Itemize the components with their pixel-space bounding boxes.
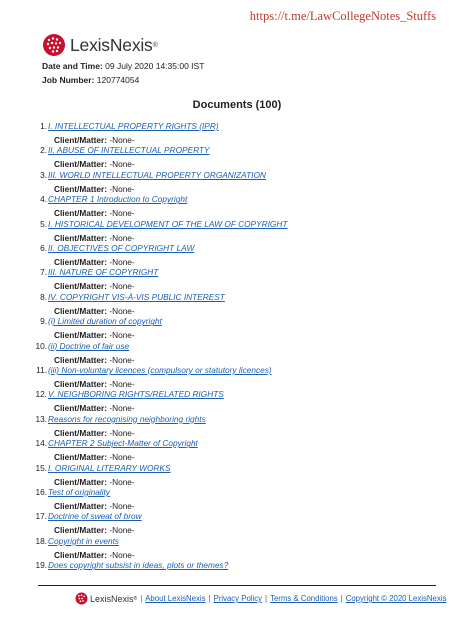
client-matter-line bbox=[54, 403, 135, 413]
client-matter-value: -None- bbox=[109, 525, 135, 536]
client-matter-label: Client/Matter: bbox=[54, 183, 108, 194]
about-lexisnexis-link[interactable]: About LexisNexis bbox=[145, 594, 206, 603]
client-matter-line bbox=[54, 208, 135, 218]
document-number: 12. bbox=[35, 389, 47, 400]
logo-text: LexisNexis bbox=[70, 34, 153, 55]
job-number-line bbox=[42, 75, 139, 85]
client-matter-label: Client/Matter: bbox=[54, 525, 108, 536]
document-title-link[interactable]: Reasons for recognising neighboring rights bbox=[48, 413, 206, 424]
document-title-link[interactable]: (i) Limited duration of copyright bbox=[48, 316, 162, 327]
document-number: 10. bbox=[35, 340, 47, 351]
client-matter-label: Client/Matter: bbox=[54, 208, 108, 219]
document-number: 8. bbox=[40, 291, 47, 302]
document-title-link[interactable]: III. WORLD INTELLECTUAL PROPERTY ORGANIZATION bbox=[48, 169, 266, 180]
document-title-link[interactable]: II. OBJECTIVES OF COPYRIGHT LAW bbox=[48, 243, 195, 253]
client-matter-value: -None- bbox=[109, 476, 135, 487]
client-matter-label: Client/Matter: bbox=[54, 159, 108, 170]
document-number: 17. bbox=[35, 511, 47, 522]
client-matter-line bbox=[54, 184, 135, 194]
client-matter-label: Client/Matter: bbox=[54, 549, 108, 560]
client-matter-label: Client/Matter: bbox=[54, 232, 108, 243]
terms-conditions-link[interactable]: Terms & Conditions bbox=[270, 594, 338, 603]
client-matter-value: -None- bbox=[109, 135, 135, 145]
client-matter-value: -None- bbox=[109, 257, 135, 267]
client-matter-value: -None- bbox=[109, 208, 135, 219]
footer-separator: | bbox=[265, 594, 268, 603]
client-matter-line bbox=[54, 477, 135, 487]
client-matter-line bbox=[54, 501, 135, 511]
client-matter-label: Client/Matter: bbox=[54, 403, 108, 414]
client-matter-label: Client/Matter: bbox=[54, 135, 108, 145]
document-title-link[interactable]: (iii) Non-voluntary licences (compulsory or statutory licences) bbox=[48, 365, 272, 375]
lexisnexis-globe-icon bbox=[42, 33, 66, 57]
client-matter-line bbox=[54, 306, 135, 316]
client-matter-value: -None- bbox=[109, 232, 135, 243]
document-title-link[interactable]: CHAPTER 1 Introduction to Copyright bbox=[48, 194, 188, 205]
client-matter-label: Client/Matter: bbox=[54, 379, 108, 389]
client-matter-value: -None- bbox=[109, 501, 135, 511]
client-matter-line bbox=[54, 281, 135, 291]
footer-separator: | bbox=[140, 594, 143, 603]
document-title-link[interactable]: Test of originality bbox=[48, 487, 110, 497]
client-matter-value: -None- bbox=[109, 549, 135, 560]
logo-registered-mark: ® bbox=[152, 41, 158, 49]
document-number: 1. bbox=[40, 121, 47, 131]
document-title-link[interactable]: IV. COPYRIGHT VIS-À-VIS PUBLIC INTEREST bbox=[48, 291, 225, 302]
document-number: 3. bbox=[40, 169, 47, 180]
document-title-link[interactable]: I. INTELLECTUAL PROPERTY RIGHTS (IPR) bbox=[48, 121, 219, 131]
client-matter-line bbox=[54, 525, 135, 535]
document-title-link[interactable]: CHAPTER 2 Subject-Matter of Copyright bbox=[48, 438, 198, 449]
client-matter-line bbox=[54, 428, 135, 438]
footer-separator: | bbox=[340, 594, 343, 603]
client-matter-line bbox=[54, 330, 135, 340]
document-title-link[interactable]: Doctrine of sweat of brow bbox=[48, 511, 142, 522]
lexisnexis-logo bbox=[42, 33, 158, 57]
client-matter-label: Client/Matter: bbox=[54, 427, 108, 438]
document-title-link[interactable]: Does copyright subsist in ideas, plots or themes? bbox=[48, 560, 229, 571]
client-matter-line bbox=[54, 379, 135, 389]
privacy-policy-link[interactable]: Privacy Policy bbox=[213, 594, 263, 603]
telegram-link[interactable]: https://t.me/LawCollegeNotes_Stuffs bbox=[249, 9, 436, 23]
client-matter-line bbox=[54, 233, 135, 243]
document-number: 14. bbox=[35, 438, 47, 449]
client-matter-line bbox=[54, 135, 135, 145]
document-number: 13. bbox=[35, 413, 47, 424]
document-number: 9. bbox=[40, 316, 47, 327]
client-matter-value: -None- bbox=[109, 452, 135, 463]
client-matter-line bbox=[54, 550, 135, 560]
date-label: Date and Time: bbox=[42, 61, 103, 71]
job-label: Job Number: bbox=[42, 75, 95, 85]
document-title-link[interactable]: Copyright in events bbox=[48, 535, 120, 546]
footer bbox=[75, 592, 446, 605]
document-number: 6. bbox=[40, 243, 47, 253]
footer-divider bbox=[38, 585, 436, 586]
document-title-link[interactable]: I. ORIGINAL LITERARY WORKS bbox=[48, 462, 171, 473]
document-number: 4. bbox=[40, 194, 47, 205]
client-matter-line bbox=[54, 452, 135, 462]
document-number: 11. bbox=[36, 365, 47, 375]
document-title-link[interactable]: (ii) Doctrine of fair use bbox=[48, 340, 130, 351]
document-number: 2. bbox=[40, 145, 47, 156]
client-matter-line bbox=[54, 355, 135, 365]
document-number: 15. bbox=[35, 462, 47, 473]
document-title-link[interactable]: III. NATURE OF COPYRIGHT bbox=[48, 267, 159, 278]
document-number: 7. bbox=[40, 267, 47, 278]
client-matter-value: -None- bbox=[109, 403, 135, 414]
document-number: 16. bbox=[35, 487, 47, 497]
client-matter-label: Client/Matter: bbox=[54, 354, 108, 365]
client-matter-label: Client/Matter: bbox=[54, 330, 108, 341]
document-number: 18. bbox=[35, 535, 47, 546]
client-matter-label: Client/Matter: bbox=[54, 452, 108, 463]
client-matter-label: Client/Matter: bbox=[54, 476, 108, 487]
document-title-link[interactable]: V. NEIGHBORING RIGHTS/RELATED RIGHTS bbox=[48, 389, 224, 400]
client-matter-value: -None- bbox=[109, 354, 135, 365]
document-number: 5. bbox=[40, 218, 47, 229]
date-time-line bbox=[42, 61, 204, 71]
date-value: 09 July 2020 14:35:00 IST bbox=[105, 61, 205, 71]
client-matter-value: -None- bbox=[109, 183, 135, 194]
document-number: 19. bbox=[35, 560, 47, 571]
client-matter-line bbox=[54, 159, 135, 169]
footer-logo-text: LexisNexis bbox=[90, 593, 134, 604]
client-matter-label: Client/Matter: bbox=[54, 257, 108, 267]
client-matter-line bbox=[54, 257, 135, 267]
lexisnexis-globe-icon bbox=[75, 592, 88, 605]
document-title-link[interactable]: I. HISTORICAL DEVELOPMENT OF THE LAW OF COPYRIGHT bbox=[48, 218, 288, 229]
client-matter-label: Client/Matter: bbox=[54, 501, 108, 511]
document-title-link[interactable]: II. ABUSE OF INTELLECTUAL PROPERTY bbox=[48, 145, 210, 156]
footer-separator: | bbox=[208, 594, 211, 603]
client-matter-value: -None- bbox=[109, 379, 135, 389]
client-matter-value: -None- bbox=[109, 305, 135, 316]
copyright-link[interactable]: Copyright © 2020 LexisNexis bbox=[345, 594, 447, 603]
footer-registered-mark: ® bbox=[133, 595, 138, 602]
client-matter-value: -None- bbox=[109, 427, 135, 438]
job-value: 120774054 bbox=[96, 75, 140, 85]
client-matter-value: -None- bbox=[109, 159, 135, 170]
client-matter-value: -None- bbox=[109, 330, 135, 341]
client-matter-label: Client/Matter: bbox=[54, 305, 108, 316]
documents-title: Documents (100) bbox=[192, 99, 282, 111]
client-matter-label: Client/Matter: bbox=[54, 281, 108, 292]
client-matter-value: -None- bbox=[109, 281, 135, 292]
